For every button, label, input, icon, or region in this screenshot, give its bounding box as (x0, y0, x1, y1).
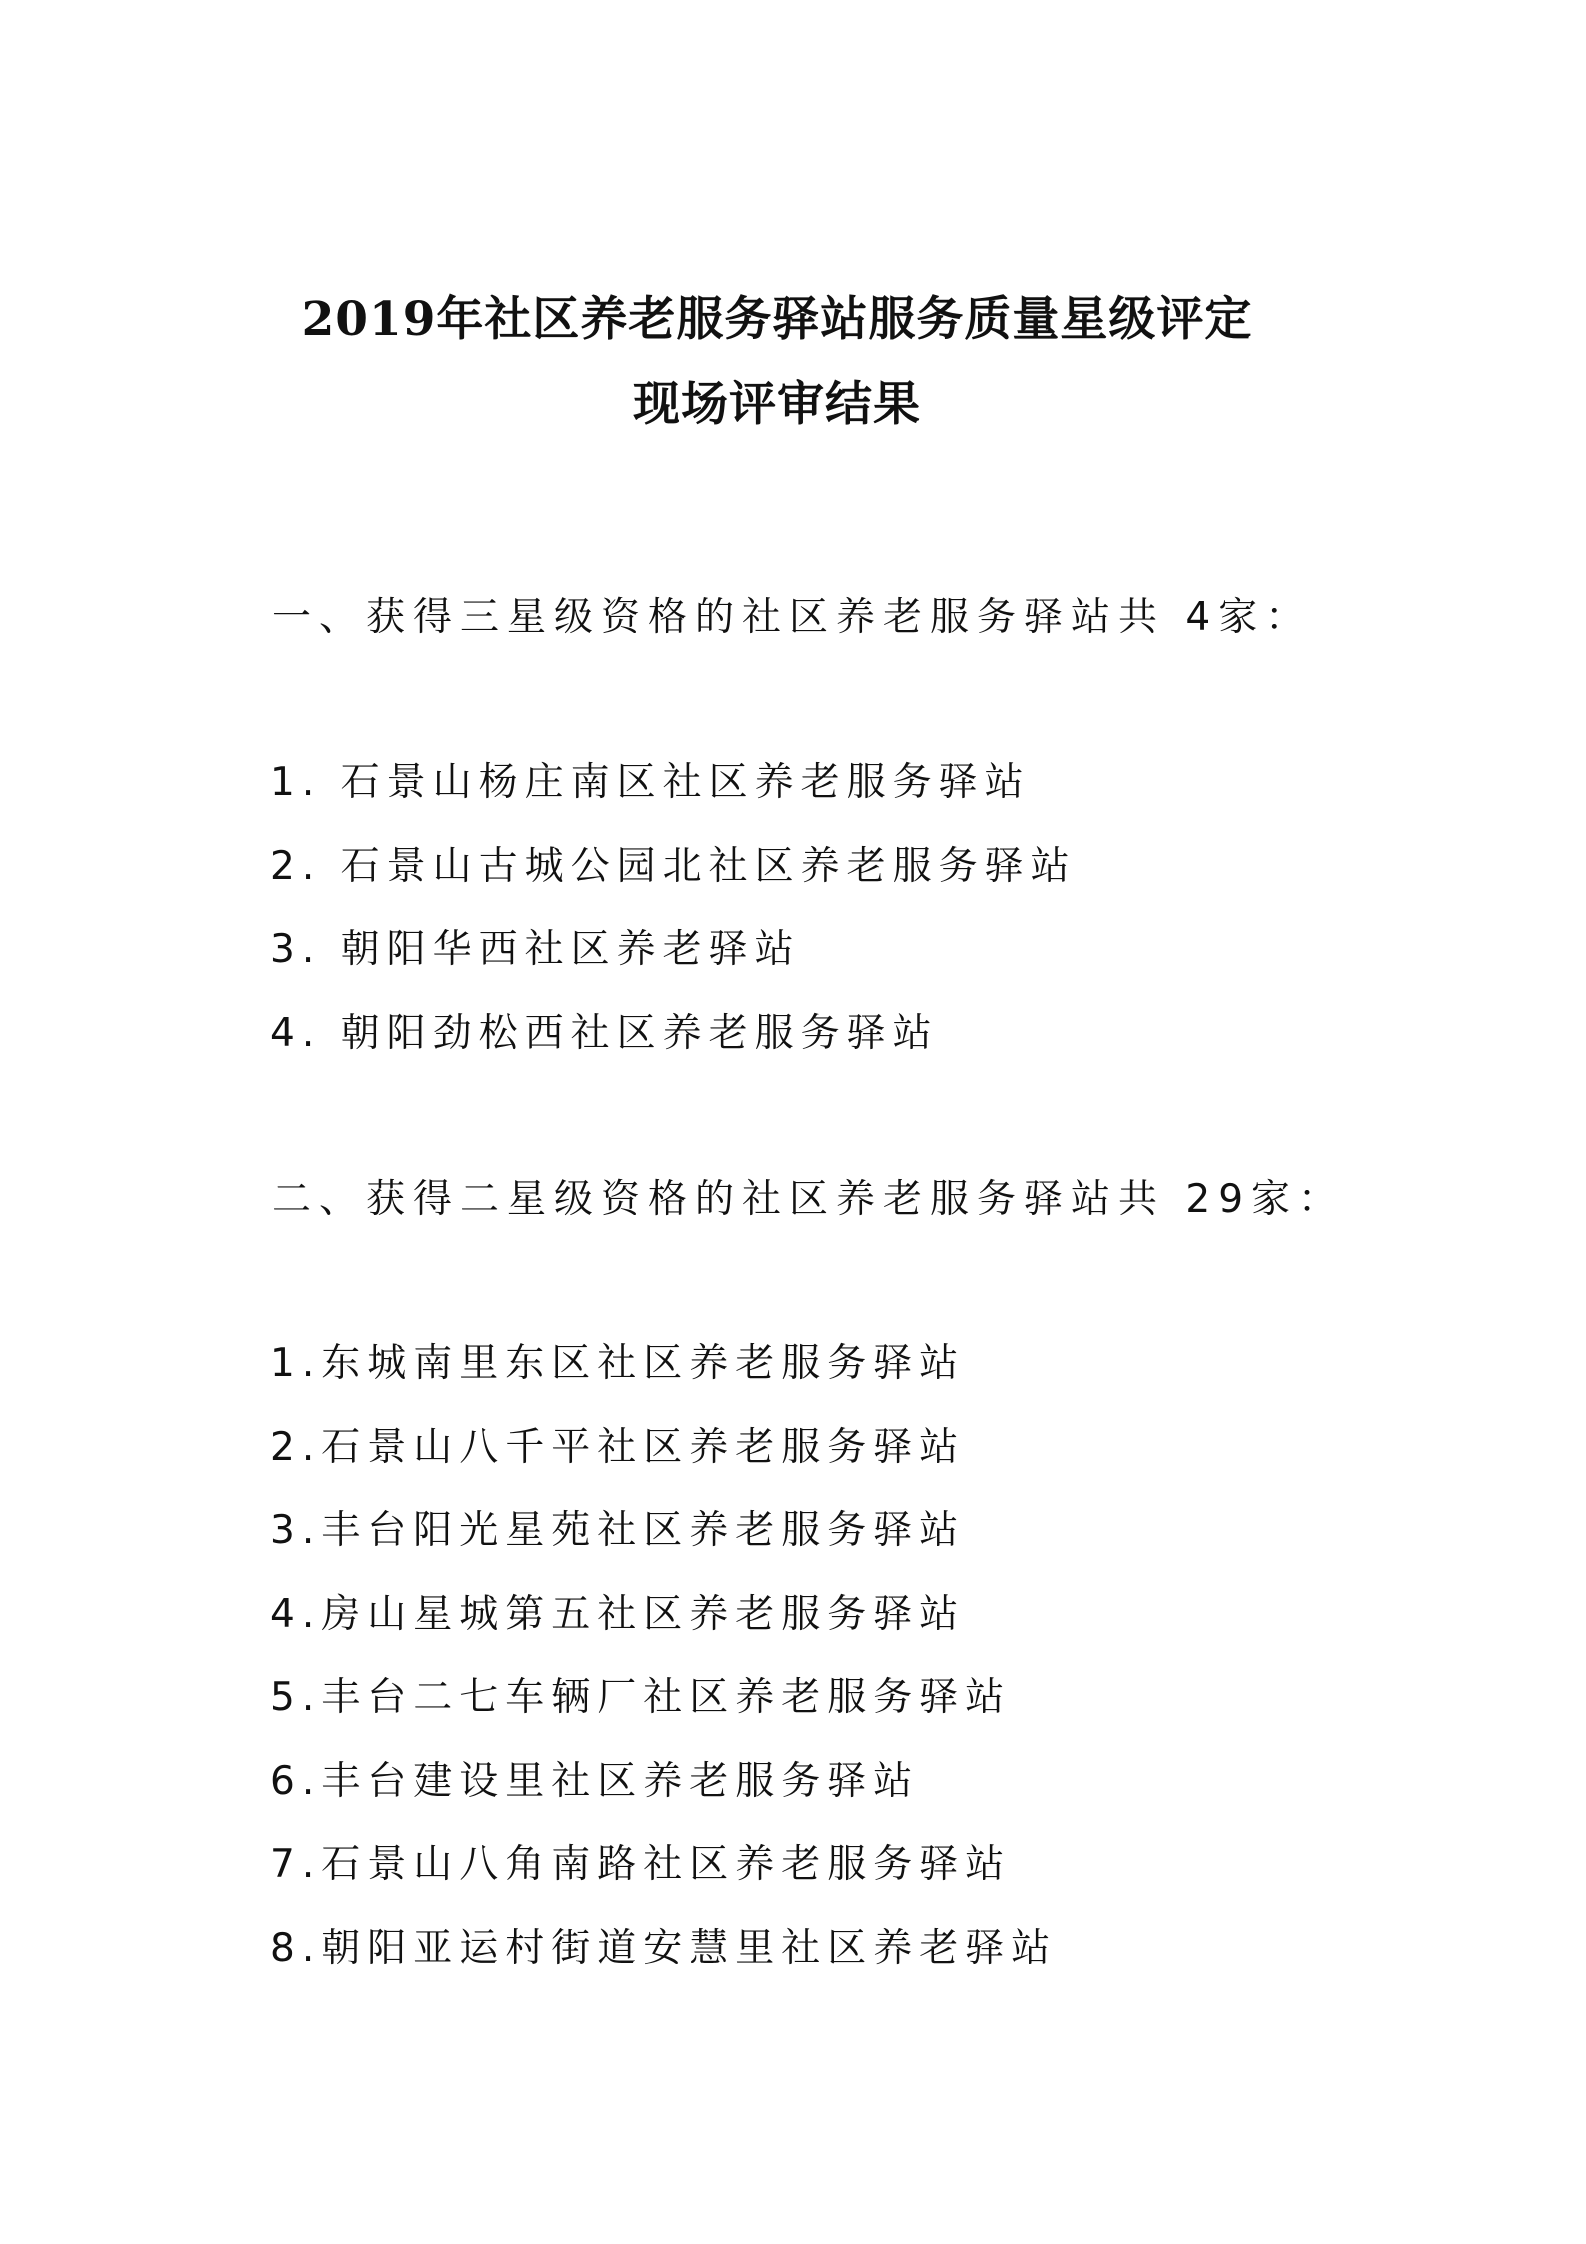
list-item: 6.丰台建设里社区养老服务驿站 (270, 1758, 920, 1804)
list-item: 2.石景山八千平社区养老服务驿站 (270, 1424, 966, 1470)
list-item: 8.朝阳亚运村街道安慧里社区养老驿站 (270, 1925, 1058, 1971)
list-item: 4. 朝阳劲松西社区养老服务驿站 (270, 1010, 939, 1056)
section-heading-three-star: 一、获得三星级资格的社区养老服务驿站共 4家： (272, 595, 1313, 640)
list-item: 1. 石景山杨庄南区社区养老服务驿站 (270, 760, 1031, 805)
document-title-line2: 现场评审结果 (633, 377, 921, 432)
three-star-station-list (270, 758, 1077, 1092)
list-item: 7.石景山八角南路社区养老服务驿站 (270, 1842, 1012, 1887)
section-heading-two-star: 二、获得二星级资格的社区养老服务驿站共 29家： (272, 1177, 1346, 1222)
list-item: 1.东城南里东区社区养老服务驿站 (270, 1341, 966, 1386)
list-item: 2. 石景山古城公园北社区养老服务驿站 (270, 843, 1077, 889)
two-star-station-list (270, 1339, 1057, 2007)
list-item: 4.房山星城第五社区养老服务驿站 (270, 1591, 966, 1637)
list-item: 3.丰台阳光星苑社区养老服务驿站 (270, 1508, 966, 1553)
document-title-line1: 2019年社区养老服务驿站服务质量星级评定 (301, 292, 1253, 347)
list-item: 5.丰台二七车辆厂社区养老服务驿站 (270, 1675, 1012, 1720)
list-item: 3. 朝阳华西社区养老驿站 (270, 927, 801, 972)
